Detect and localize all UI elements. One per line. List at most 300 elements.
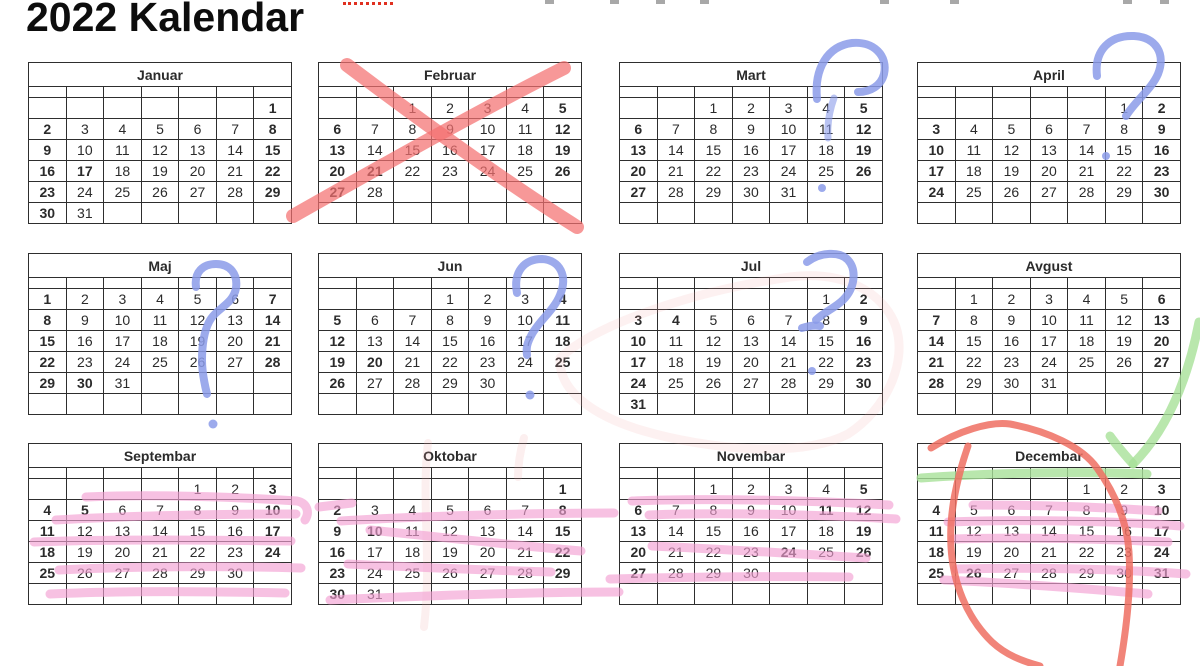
day-cell — [695, 394, 733, 415]
week-row — [918, 119, 1181, 140]
day-cell — [216, 203, 254, 224]
weekday-cell — [620, 87, 658, 98]
day-cell: 5 — [955, 500, 993, 521]
day-cell — [732, 203, 770, 224]
week-row — [918, 310, 1181, 331]
day-cell: 20 — [104, 542, 142, 563]
day-cell: 6 — [356, 310, 394, 331]
day-cell: 28 — [657, 182, 695, 203]
day-cell: 26 — [955, 563, 993, 584]
day-cell: 19 — [845, 140, 883, 161]
day-cell: 15 — [179, 521, 217, 542]
day-cell: 4 — [1068, 289, 1106, 310]
day-cell — [141, 373, 179, 394]
day-cell — [657, 203, 695, 224]
day-cell: 28 — [394, 373, 432, 394]
month-title: Avgust — [918, 254, 1181, 278]
day-cell — [807, 203, 845, 224]
day-cell: 30 — [993, 373, 1031, 394]
day-cell — [807, 182, 845, 203]
month-decembar — [917, 443, 1181, 605]
week-row — [319, 203, 582, 224]
day-cell: 23 — [319, 563, 357, 584]
day-cell: 30 — [732, 182, 770, 203]
day-cell: 15 — [431, 331, 469, 352]
day-cell — [770, 394, 808, 415]
day-cell: 19 — [431, 542, 469, 563]
day-cell: 10 — [506, 310, 544, 331]
day-cell: 24 — [770, 161, 808, 182]
day-cell — [104, 479, 142, 500]
week-row — [29, 310, 292, 331]
day-cell: 25 — [955, 182, 993, 203]
day-cell: 31 — [356, 584, 394, 605]
month-januar — [28, 62, 292, 224]
day-cell: 15 — [254, 140, 292, 161]
day-cell: 20 — [1030, 161, 1068, 182]
day-cell — [1143, 373, 1181, 394]
day-cell: 20 — [469, 542, 507, 563]
day-cell — [1030, 584, 1068, 605]
weekday-cell — [732, 468, 770, 479]
week-row — [620, 98, 883, 119]
day-cell — [319, 289, 357, 310]
day-cell: 9 — [732, 119, 770, 140]
week-row — [319, 352, 582, 373]
week-row — [29, 500, 292, 521]
day-cell — [104, 394, 142, 415]
day-cell: 30 — [732, 563, 770, 584]
day-cell: 28 — [770, 373, 808, 394]
day-cell — [620, 289, 658, 310]
day-cell: 7 — [1030, 500, 1068, 521]
day-cell: 19 — [179, 331, 217, 352]
day-cell: 14 — [918, 331, 956, 352]
day-cell: 28 — [918, 373, 956, 394]
spellcheck-underline — [343, 2, 393, 5]
day-cell: 8 — [807, 310, 845, 331]
day-cell: 29 — [955, 373, 993, 394]
week-row — [918, 98, 1181, 119]
day-cell: 23 — [431, 161, 469, 182]
day-cell: 13 — [216, 310, 254, 331]
day-cell: 26 — [141, 182, 179, 203]
day-cell — [29, 479, 67, 500]
day-cell: 1 — [431, 289, 469, 310]
day-cell — [770, 203, 808, 224]
day-cell: 28 — [657, 563, 695, 584]
day-cell: 6 — [104, 500, 142, 521]
day-cell: 25 — [104, 182, 142, 203]
day-cell: 8 — [1068, 500, 1106, 521]
day-cell: 16 — [216, 521, 254, 542]
weekday-cell — [955, 278, 993, 289]
day-cell — [179, 98, 217, 119]
weekday-cell — [918, 468, 956, 479]
day-cell: 23 — [845, 352, 883, 373]
weekday-cell — [179, 87, 217, 98]
day-cell: 30 — [319, 584, 357, 605]
day-cell: 13 — [469, 521, 507, 542]
day-cell: 15 — [695, 521, 733, 542]
month-title: Januar — [29, 63, 292, 87]
day-cell — [1068, 394, 1106, 415]
day-cell — [1030, 203, 1068, 224]
day-cell: 27 — [104, 563, 142, 584]
weekday-cell — [141, 468, 179, 479]
day-cell: 18 — [394, 542, 432, 563]
day-cell: 21 — [394, 352, 432, 373]
day-cell: 22 — [29, 352, 67, 373]
day-cell: 2 — [993, 289, 1031, 310]
day-cell: 16 — [732, 140, 770, 161]
day-cell: 22 — [955, 352, 993, 373]
day-cell: 22 — [1068, 542, 1106, 563]
week-row — [620, 479, 883, 500]
day-cell: 11 — [807, 119, 845, 140]
day-cell: 18 — [544, 331, 582, 352]
week-row — [918, 289, 1181, 310]
day-cell — [179, 373, 217, 394]
day-cell: 10 — [770, 119, 808, 140]
day-cell: 17 — [66, 161, 104, 182]
weekday-cell — [394, 278, 432, 289]
day-cell: 31 — [770, 182, 808, 203]
day-cell — [1068, 373, 1106, 394]
month-title: Oktobar — [319, 444, 582, 468]
day-cell: 9 — [29, 140, 67, 161]
week-row — [29, 203, 292, 224]
day-cell — [394, 584, 432, 605]
day-cell: 7 — [1068, 119, 1106, 140]
day-cell: 21 — [918, 352, 956, 373]
weekday-cell — [845, 468, 883, 479]
day-cell — [918, 584, 956, 605]
day-cell — [356, 98, 394, 119]
month-title: April — [918, 63, 1181, 87]
weekday-cell — [29, 278, 67, 289]
day-cell: 12 — [141, 140, 179, 161]
day-cell: 19 — [141, 161, 179, 182]
day-cell: 9 — [1105, 500, 1143, 521]
day-cell: 28 — [506, 563, 544, 584]
day-cell: 10 — [1143, 500, 1181, 521]
week-row — [620, 563, 883, 584]
day-cell: 4 — [104, 119, 142, 140]
day-cell: 21 — [1068, 161, 1106, 182]
day-cell: 27 — [356, 373, 394, 394]
weekday-cell — [104, 278, 142, 289]
day-cell: 3 — [469, 98, 507, 119]
day-cell: 7 — [394, 310, 432, 331]
day-cell — [506, 479, 544, 500]
day-cell: 11 — [955, 140, 993, 161]
day-cell — [469, 584, 507, 605]
day-cell: 24 — [506, 352, 544, 373]
day-cell: 6 — [1143, 289, 1181, 310]
day-cell — [807, 563, 845, 584]
day-cell — [770, 289, 808, 310]
day-cell: 1 — [179, 479, 217, 500]
day-cell — [141, 584, 179, 605]
day-cell: 19 — [845, 521, 883, 542]
weekday-cell — [1068, 87, 1106, 98]
page-title: 2022 Kalendar — [26, 0, 305, 40]
day-cell — [506, 203, 544, 224]
day-cell: 17 — [918, 161, 956, 182]
day-cell: 20 — [1143, 331, 1181, 352]
day-cell: 29 — [29, 373, 67, 394]
week-row — [319, 521, 582, 542]
weekday-header-row — [29, 278, 292, 289]
week-row — [918, 521, 1181, 542]
day-cell: 9 — [431, 119, 469, 140]
weekday-cell — [254, 278, 292, 289]
day-cell: 11 — [29, 521, 67, 542]
day-cell: 3 — [620, 310, 658, 331]
day-cell: 17 — [770, 521, 808, 542]
day-cell: 16 — [1143, 140, 1181, 161]
day-cell: 26 — [319, 373, 357, 394]
day-cell: 13 — [104, 521, 142, 542]
day-cell: 24 — [620, 373, 658, 394]
day-cell: 8 — [955, 310, 993, 331]
month-februar — [318, 62, 582, 224]
day-cell: 21 — [657, 161, 695, 182]
day-cell: 10 — [918, 140, 956, 161]
day-cell — [845, 203, 883, 224]
week-row — [29, 394, 292, 415]
weekday-cell — [770, 468, 808, 479]
day-cell — [394, 203, 432, 224]
day-cell — [1105, 373, 1143, 394]
day-cell — [807, 584, 845, 605]
day-cell: 20 — [620, 161, 658, 182]
day-cell — [431, 182, 469, 203]
day-cell: 16 — [431, 140, 469, 161]
day-cell: 29 — [179, 563, 217, 584]
weekday-cell — [356, 278, 394, 289]
day-cell — [544, 182, 582, 203]
day-cell — [620, 479, 658, 500]
weekday-cell — [319, 468, 357, 479]
day-cell: 27 — [1143, 352, 1181, 373]
day-cell: 19 — [695, 352, 733, 373]
day-cell — [695, 584, 733, 605]
week-row — [918, 161, 1181, 182]
weekday-header-row — [29, 87, 292, 98]
weekday-cell — [431, 468, 469, 479]
day-cell — [104, 203, 142, 224]
day-cell: 13 — [1143, 310, 1181, 331]
day-cell: 27 — [469, 563, 507, 584]
day-cell: 13 — [732, 331, 770, 352]
day-cell: 22 — [1105, 161, 1143, 182]
week-row — [29, 289, 292, 310]
day-cell — [1143, 584, 1181, 605]
weekday-cell — [66, 278, 104, 289]
day-cell: 5 — [993, 119, 1031, 140]
day-cell: 7 — [918, 310, 956, 331]
day-cell: 11 — [544, 310, 582, 331]
day-cell: 24 — [1030, 352, 1068, 373]
weekday-cell — [356, 87, 394, 98]
week-row — [918, 331, 1181, 352]
weekday-cell — [469, 87, 507, 98]
day-cell: 4 — [955, 119, 993, 140]
day-cell: 4 — [807, 98, 845, 119]
day-cell — [544, 584, 582, 605]
day-cell — [431, 394, 469, 415]
day-cell: 16 — [1105, 521, 1143, 542]
day-cell: 22 — [431, 352, 469, 373]
week-row — [918, 203, 1181, 224]
weekday-cell — [1030, 278, 1068, 289]
day-cell: 22 — [179, 542, 217, 563]
day-cell — [254, 394, 292, 415]
day-cell: 19 — [319, 352, 357, 373]
weekday-cell — [993, 87, 1031, 98]
day-cell: 7 — [770, 310, 808, 331]
day-cell — [66, 584, 104, 605]
day-cell: 29 — [254, 182, 292, 203]
day-cell — [1030, 479, 1068, 500]
day-cell — [732, 584, 770, 605]
weekday-cell — [506, 468, 544, 479]
day-cell: 14 — [141, 521, 179, 542]
weekday-cell — [319, 278, 357, 289]
weekday-cell — [506, 87, 544, 98]
week-row — [29, 140, 292, 161]
day-cell: 24 — [66, 182, 104, 203]
week-row — [918, 542, 1181, 563]
day-cell: 15 — [1068, 521, 1106, 542]
weekday-header-row — [918, 278, 1181, 289]
day-cell: 25 — [807, 542, 845, 563]
weekday-cell — [544, 468, 582, 479]
day-cell — [394, 394, 432, 415]
week-row — [29, 352, 292, 373]
day-cell — [179, 203, 217, 224]
day-cell — [254, 563, 292, 584]
week-row — [620, 289, 883, 310]
day-cell: 29 — [807, 373, 845, 394]
day-cell — [807, 394, 845, 415]
weekday-cell — [254, 87, 292, 98]
day-cell: 5 — [319, 310, 357, 331]
day-cell: 10 — [104, 310, 142, 331]
weekday-cell — [1105, 87, 1143, 98]
day-cell: 13 — [356, 331, 394, 352]
day-cell — [620, 98, 658, 119]
day-cell: 28 — [141, 563, 179, 584]
day-cell: 25 — [544, 352, 582, 373]
week-row — [319, 289, 582, 310]
day-cell: 5 — [695, 310, 733, 331]
day-cell: 18 — [29, 542, 67, 563]
day-cell: 18 — [1068, 331, 1106, 352]
day-cell — [918, 289, 956, 310]
weekday-cell — [66, 87, 104, 98]
day-cell — [918, 394, 956, 415]
day-cell — [845, 394, 883, 415]
day-cell: 18 — [955, 161, 993, 182]
day-cell: 9 — [216, 500, 254, 521]
day-cell: 18 — [807, 521, 845, 542]
day-cell: 2 — [732, 98, 770, 119]
day-cell: 6 — [732, 310, 770, 331]
day-cell: 1 — [254, 98, 292, 119]
day-cell: 14 — [506, 521, 544, 542]
month-april — [917, 62, 1181, 224]
day-cell — [918, 98, 956, 119]
weekday-cell — [657, 87, 695, 98]
day-cell: 1 — [1068, 479, 1106, 500]
day-cell: 19 — [66, 542, 104, 563]
weekday-cell — [695, 278, 733, 289]
day-cell: 28 — [1030, 563, 1068, 584]
day-cell: 10 — [254, 500, 292, 521]
week-row — [319, 542, 582, 563]
day-cell — [141, 98, 179, 119]
week-row — [319, 500, 582, 521]
day-cell: 2 — [732, 479, 770, 500]
day-cell: 3 — [104, 289, 142, 310]
day-cell — [66, 479, 104, 500]
weekday-cell — [104, 468, 142, 479]
day-cell — [141, 394, 179, 415]
day-cell: 16 — [993, 331, 1031, 352]
day-cell: 19 — [544, 140, 582, 161]
week-row — [319, 161, 582, 182]
day-cell — [319, 394, 357, 415]
weekday-cell — [955, 87, 993, 98]
week-row — [620, 182, 883, 203]
day-cell: 26 — [993, 182, 1031, 203]
day-cell: 13 — [1030, 140, 1068, 161]
week-row — [319, 394, 582, 415]
day-cell — [506, 373, 544, 394]
day-cell: 25 — [807, 161, 845, 182]
weekday-cell — [544, 278, 582, 289]
day-cell — [216, 98, 254, 119]
day-cell — [394, 182, 432, 203]
day-cell: 9 — [845, 310, 883, 331]
day-cell: 16 — [66, 331, 104, 352]
day-cell: 31 — [1143, 563, 1181, 584]
weekday-header-row — [29, 468, 292, 479]
week-row — [319, 331, 582, 352]
day-cell: 8 — [29, 310, 67, 331]
day-cell: 14 — [770, 331, 808, 352]
weekday-cell — [695, 87, 733, 98]
day-cell: 2 — [469, 289, 507, 310]
day-cell: 17 — [1143, 521, 1181, 542]
day-cell: 4 — [394, 500, 432, 521]
day-cell: 25 — [506, 161, 544, 182]
day-cell: 28 — [1068, 182, 1106, 203]
day-cell — [216, 373, 254, 394]
day-cell: 21 — [254, 331, 292, 352]
day-cell — [356, 203, 394, 224]
day-cell: 26 — [845, 542, 883, 563]
week-row — [319, 479, 582, 500]
week-row — [319, 563, 582, 584]
day-cell: 18 — [657, 352, 695, 373]
weekday-cell — [544, 87, 582, 98]
week-row — [29, 479, 292, 500]
day-cell — [918, 479, 956, 500]
